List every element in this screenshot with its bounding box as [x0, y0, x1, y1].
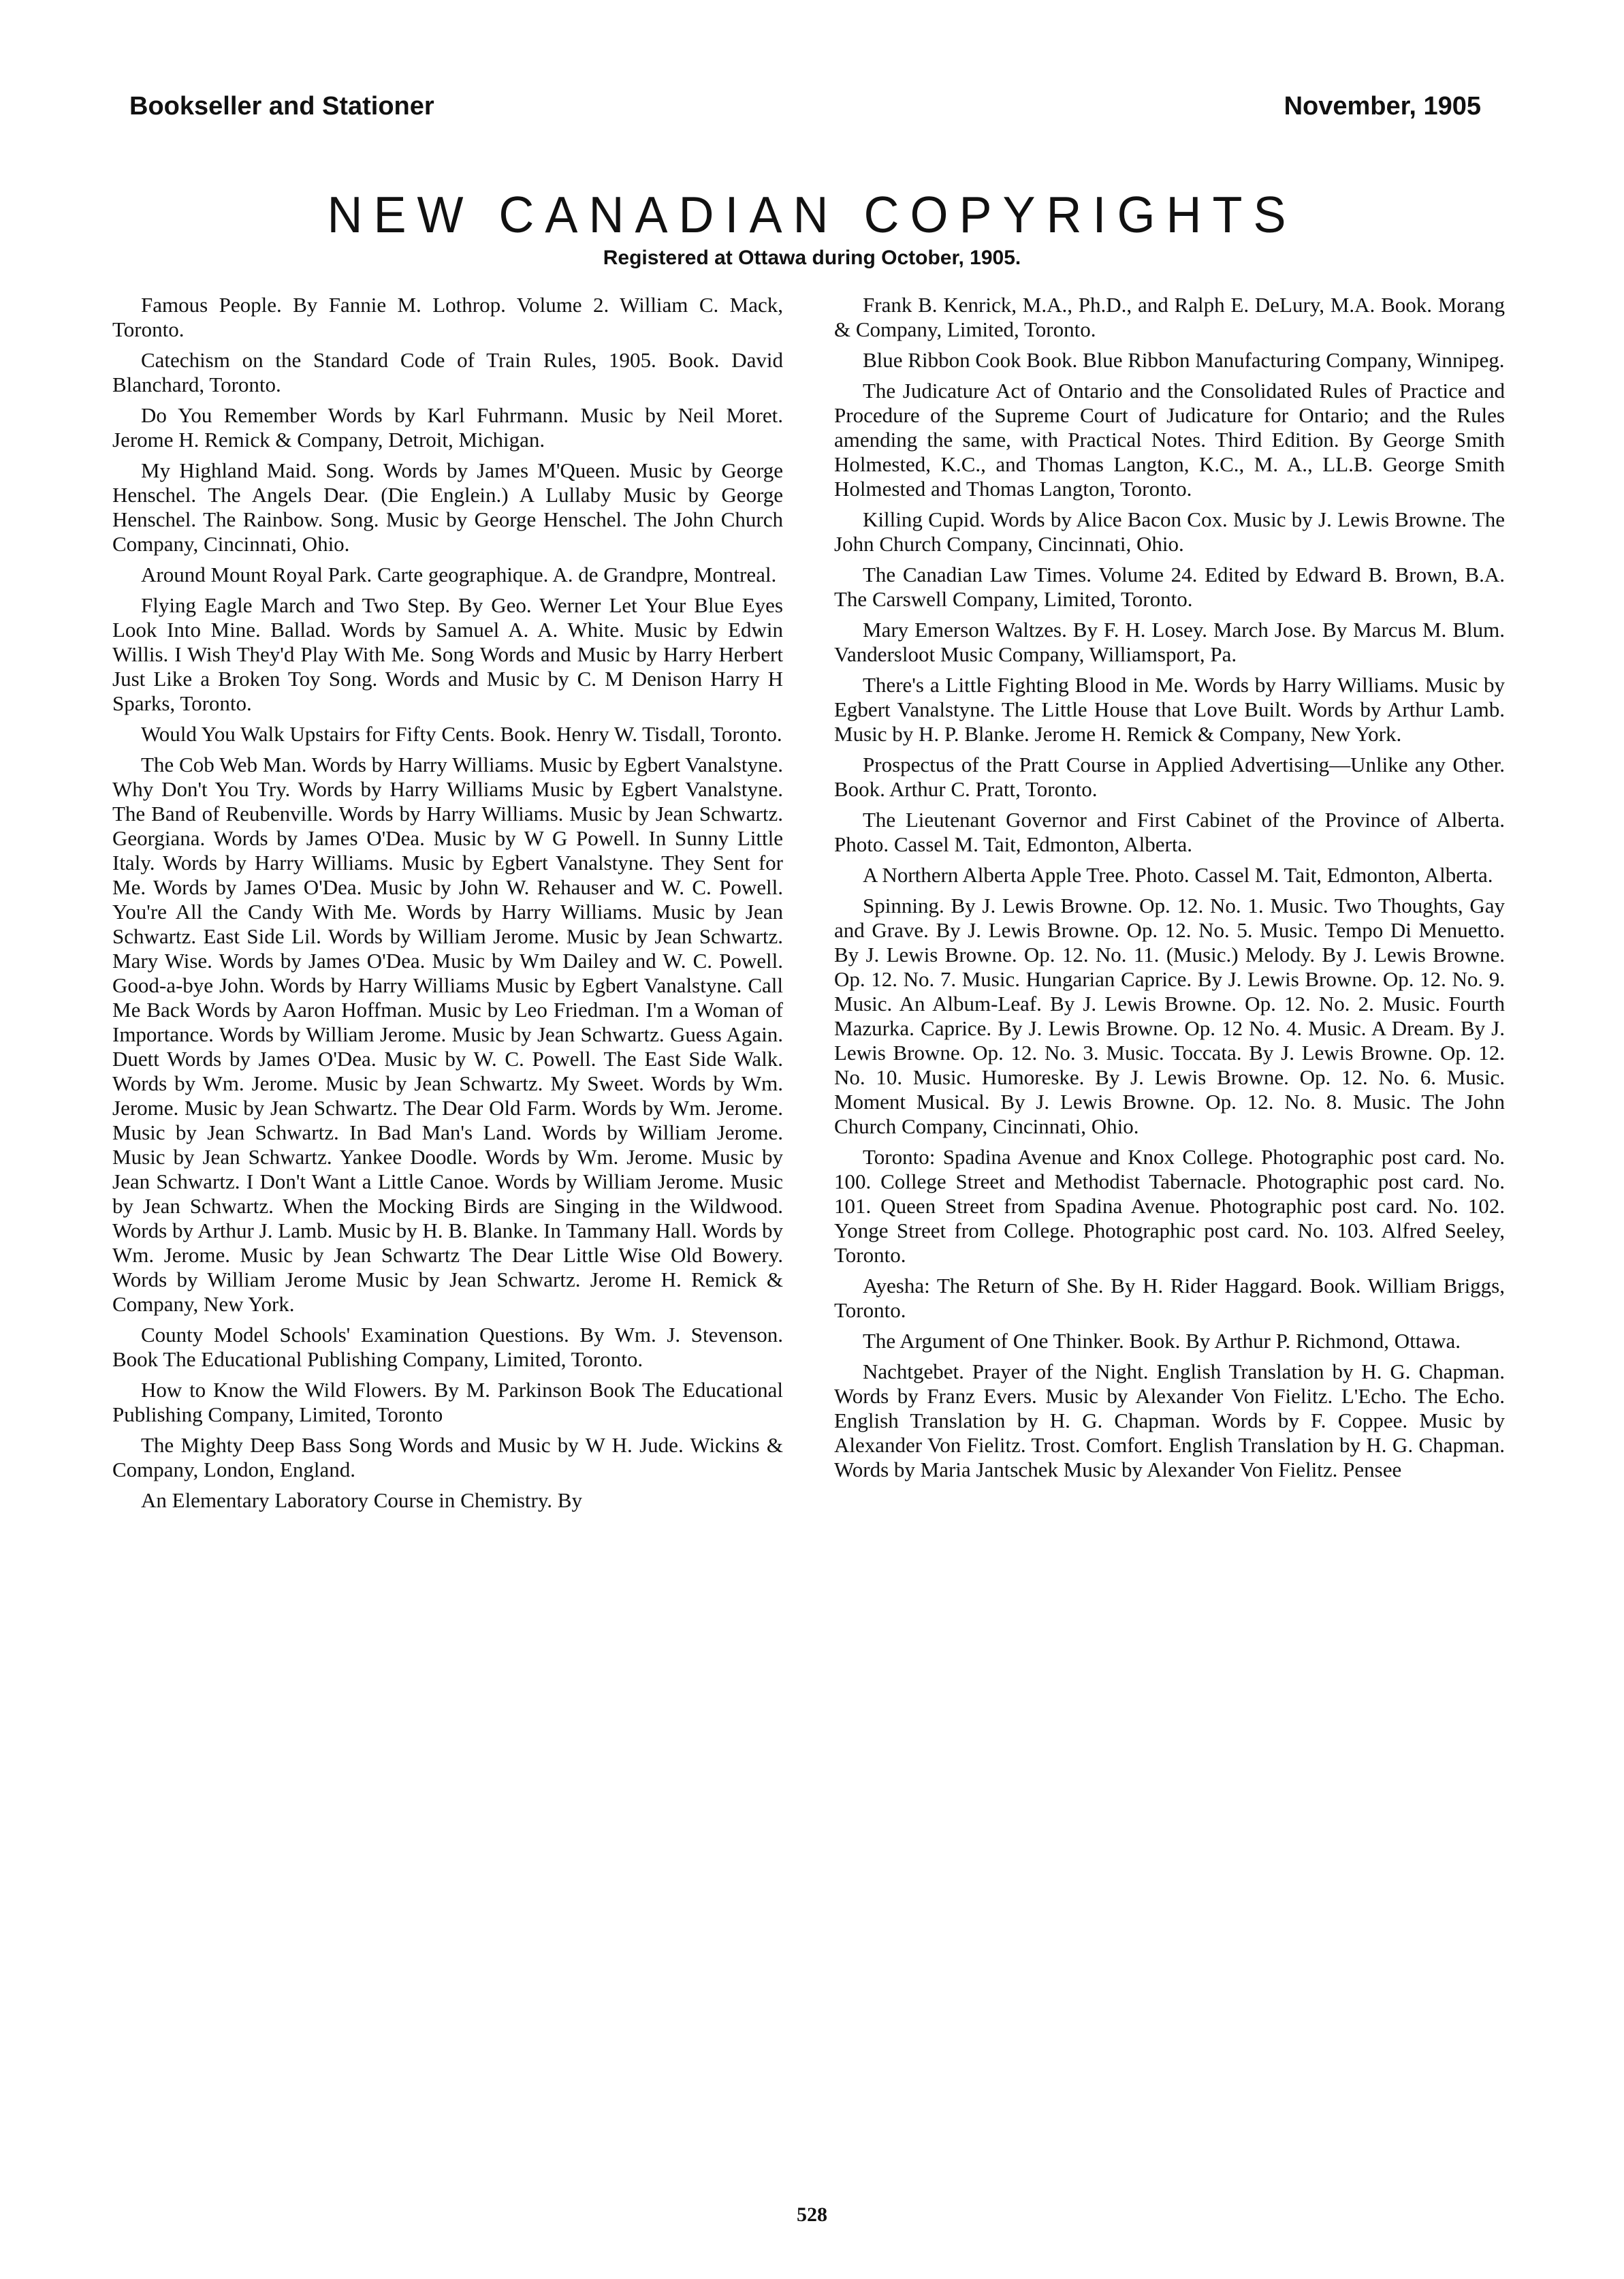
- list-item: My Highland Maid. Song. Words by James M'Queen. Music by George Henschel. The Angels Dear. (Die Englein.) A Lullaby Music by George Henschel. The Rainbow. Song. Music by George Henschel. The John Church Company, Cincinnati, Ohio.: [112, 458, 783, 556]
- list-item: The Argument of One Thinker. Book. By Arthur P. Richmond, Ottawa.: [863, 1329, 1461, 1353]
- list-item: An Elementary Laboratory Course in Chemistry. By: [141, 1488, 582, 1512]
- page-title: NEW CANADIAN COPYRIGHTS: [327, 187, 1297, 244]
- list-item: Would You Walk Upstairs for Fifty Cents. Book. Henry W. Tisdall, Toronto.: [141, 722, 782, 746]
- list-item: Killing Cupid. Words by Alice Bacon Cox. Music by J. Lewis Browne. The John Church Company, Cincinnati, Ohio.: [834, 507, 1505, 556]
- list-item: A Northern Alberta Apple Tree. Photo. Cassel M. Tait, Edmonton, Alberta.: [863, 863, 1493, 887]
- list-item: The Mighty Deep Bass Song Words and Music by W H. Jude. Wickins & Company, London, England.: [112, 1433, 783, 1481]
- list-item: Prospectus of the Pratt Course in Applied Advertising—Unlike any Other. Book. Arthur C. Pratt, Toronto.: [834, 753, 1505, 801]
- list-item: How to Know the Wild Flowers. By M. Parkinson Book The Educational Publishing Company, Limited, Toronto: [112, 1378, 783, 1426]
- list-item: County Model Schools' Examination Questions. By Wm. J. Stevenson. Book The Educational Publishing Company, Limited, Toronto.: [112, 1323, 783, 1371]
- issue-date: November, 1905: [1284, 92, 1481, 121]
- page-subtitle: Registered at Ottawa during October, 1905.: [603, 247, 1021, 269]
- list-item: Ayesha: The Return of She. By H. Rider Haggard. Book. William Briggs, Toronto.: [834, 1274, 1505, 1322]
- list-item: Catechism on the Standard Code of Train Rules, 1905. Book. David Blanchard, Toronto.: [112, 348, 783, 396]
- list-item: Flying Eagle March and Two Step. By Geo. Werner Let Your Blue Eyes Look Into Mine. Ballad. Words by Samuel A. A. White. Music by Edwin Willis. I Wish They'd Play With Me. Song Words and Music by Harry Herbert Just Like a Broken Toy Song. Words and Music by C. M Denison Harry H Sparks, Toronto.: [112, 593, 783, 715]
- list-item: Blue Ribbon Cook Book. Blue Ribbon Manufacturing Company, Winnipeg.: [863, 348, 1505, 372]
- page-number: 528: [797, 2203, 827, 2226]
- list-item: Around Mount Royal Park. Carte geographique. A. de Grandpre, Montreal.: [141, 563, 777, 586]
- list-item: The Canadian Law Times. Volume 24. Edited by Edward B. Brown, B.A. The Carswell Company, Limited, Toronto.: [834, 563, 1505, 611]
- list-item: The Lieutenant Governor and First Cabinet of the Province of Alberta. Photo. Cassel M. Tait, Edmonton, Alberta.: [834, 808, 1505, 856]
- list-item: Mary Emerson Waltzes. By F. H. Losey. March Jose. By Marcus M. Blum. Vandersloot Music Company, Williamsport, Pa.: [834, 618, 1505, 666]
- list-item: There's a Little Fighting Blood in Me. Words by Harry Williams. Music by Egbert Vanalstyne. The Little House that Love Built. Words by Arthur Lamb. Music by H. P. Blanke. Jerome H. Remick & Company, New York.: [834, 673, 1505, 746]
- list-item: Frank B. Kenrick, M.A., Ph.D., and Ralph E. DeLury, M.A. Book. Morang & Company, Limited, Toronto.: [834, 293, 1505, 341]
- list-item: Do You Remember Words by Karl Fuhrmann. Music by Neil Moret. Jerome H. Remick & Company, Detroit, Michigan.: [112, 403, 783, 452]
- list-item: Toronto: Spadina Avenue and Knox College. Photographic post card. No. 100. College Street and Methodist Tabernacle. Photographic post card. No. 101. Queen Street from Spadina Avenue. Photographic post card. No. 102. Yonge Street from College. Photographic post card. No. 103. Alfred Seeley, Toronto.: [834, 1145, 1505, 1267]
- running-header: [129, 92, 1481, 126]
- publication-name: Bookseller and Stationer: [129, 92, 434, 121]
- list-item: The Judicature Act of Ontario and the Consolidated Rules of Practice and Procedure of the Supreme Court of Judicature for Ontario; and the Rules amending the same, with Practical Notes. Third Edition. By George Smith Holmested, K.C., and Thomas Langton, K.C., M. A., LL.B. George Smith Holmested and Thomas Langton, Toronto.: [834, 379, 1505, 501]
- list-item: Nachtgebet. Prayer of the Night. English Translation by H. G. Chapman. Words by Franz Evers. Music by Alexander Von Fielitz. L'Echo. The Echo. English Translation by H. G. Chapman. Words by F. Coppee. Music by Alexander Von Fielitz. Trost. Comfort. English Translation by H. G. Chapman. Words by Maria Jantschek Music by Alexander Von Fielitz. Pensee: [834, 1359, 1505, 1481]
- right-column: [834, 293, 1505, 1488]
- list-item: The Cob Web Man. Words by Harry Williams. Music by Egbert Vanalstyne. Why Don't You Try. Words by Harry Williams Music by Egbert Vanalstyne. The Band of Reubenville. Words by Harry Williams. Music by Jean Schwartz. Georgiana. Words by James O'Dea. Music by W G Powell. In Sunny Little Italy. Words by Harry Williams. Music by Egbert Vanalstyne. They Sent for Me. Words by James O'Dea. Music by John W. Rehauser and W. C. Powell. You're All the Candy With Me. Words by Harry Williams. Music by Jean Schwartz. East Side Lil. Words by William Jerome. Music by Jean Schwartz. Mary Wise. Words by James O'Dea. Music by Wm Dailey and W. C. Powell. Good-a-bye John. Words by Harry Williams Music by Egbert Vanalstyne. Call Me Back Words by Aaron Hoffman. Music by Leo Friedman. I'm a Woman of Importance. Words by William Jerome. Music by Jean Schwartz. Guess Again. Duett Words by James O'Dea. Music by W. C. Powell. The East Side Walk. Words by Wm. Jerome. Music by Jean Schwartz. My Sweet. Words by Wm. Jerome. Music by Jean Schwartz. The Dear Old Farm. Words by Wm. Jerome. Music by Jean Schwartz. In Bad Man's Land. Words by William Jerome. Music by Jean Schwartz. Yankee Doodle. Words by Wm. Jerome. Music by Jean Schwartz. I Don't Want a Little Canoe. Words by William Jerome. Music by Jean Schwartz. When the Mocking Birds are Singing in the Wildwood. Words by Arthur J. Lamb. Music by H. B. Blanke. In Tammany Hall. Words by Wm. Jerome. Music by Jean Schwartz The Dear Little Wise Old Bowery. Words by William Jerome Music by Jean Schwartz. Jerome H. Remick & Company, New York.: [112, 753, 783, 1316]
- left-column: [112, 293, 783, 1519]
- list-item: Spinning. By J. Lewis Browne. Op. 12. No. 1. Music. Two Thoughts, Gay and Grave. By J. Lewis Browne. Op. 12. No. 5. Music. Tempo Di Menuetto. By J. Lewis Browne. Op. 12. No. 11. (Music.) Melody. By J. Lewis Browne. Op. 12. No. 7. Music. Hungarian Caprice. By J. Lewis Browne. Op. 12. No. 9. Music. An Album-Leaf. By J. Lewis Browne. Op. 12. No. 2. Music. Fourth Mazurka. Caprice. By J. Lewis Browne. Op. 12 No. 4. Music. A Dream. By J. Lewis Browne. Op. 12. No. 3. Music. Toccata. By J. Lewis Browne. Op. 12. No. 10. Music. Humoreske. By J. Lewis Browne. Op. 12. No. 6. Music. Moment Musical. By J. Lewis Browne. Op. 12. No. 8. Music. The John Church Company, Cincinnati, Ohio.: [834, 894, 1505, 1138]
- list-item: Famous People. By Fannie M. Lothrop. Volume 2. William C. Mack, Toronto.: [112, 293, 783, 341]
